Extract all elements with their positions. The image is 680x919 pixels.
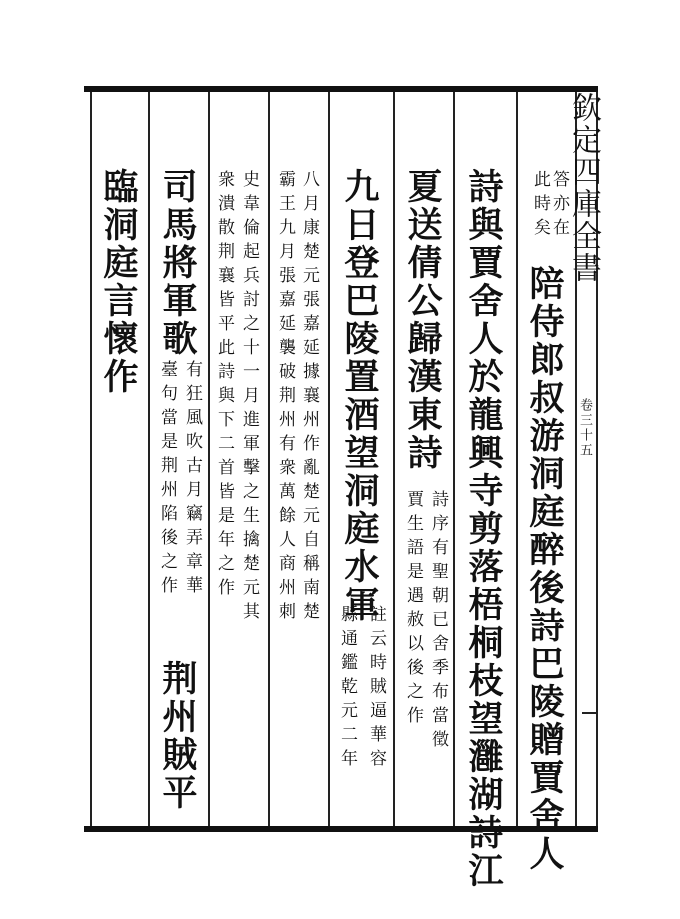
margin-mark [582,712,598,714]
annotation-line: 答亦在 [549,170,569,242]
annotation-line: 衆潰散荆襄皆平此詩與下二首皆是年之作 [214,170,234,602]
annotation-line: 有狂風吹古月竊弄章華 [182,360,202,600]
top-border-rule [84,86,598,92]
annotation-line: 臺句當是荆州陷後之作 [157,360,177,600]
annotation-line: 詩序有聖朝已舍季布當徵 [428,490,448,754]
annotation-line: 此時矣 [530,170,550,242]
annotation-line: 註云時賊逼華容 [366,605,386,773]
main-text-line: 荆州賊平 [157,660,198,812]
margin-juan-label: 卷三十五 [577,398,592,458]
bottom-border-rule [84,826,598,832]
column-divider [268,92,270,826]
main-text-line: 九日登巴陵置酒望洞庭水軍 [339,168,380,624]
annotation-line: 史韋倫起兵討之十一月進軍擊之生擒楚元其 [239,170,259,626]
annotation-line: 賈生語是遇赦以後之作 [403,490,423,730]
annotation-line: 霸王九月張嘉延襲破荆州有衆萬餘人商州刺 [275,170,295,626]
main-text-line: 司馬將軍歌 [157,168,198,358]
column-divider [90,92,92,826]
main-text-line: 詩與賈舍人於龍興寺剪落梧桐枝望灉湖詩江 [463,168,504,890]
margin-title: 欽定四庫全書 [566,92,601,284]
main-text-line: 夏送倩公歸漢東詩 [402,168,443,472]
main-text-line: 臨洞庭言懷作 [98,168,139,396]
main-text-line: 陪侍郎叔游洞庭醉後詩巴陵贈賈舍人 [524,265,565,873]
annotation-line: 縣通鑑乾元二年 [337,605,357,773]
column-divider [148,92,150,826]
column-divider [328,92,330,826]
column-divider [516,92,518,826]
annotation-line: 八月康楚元張嘉延據襄州作亂楚元自稱南楚 [299,170,319,626]
column-divider [453,92,455,826]
column-divider [393,92,395,826]
column-divider [208,92,210,826]
